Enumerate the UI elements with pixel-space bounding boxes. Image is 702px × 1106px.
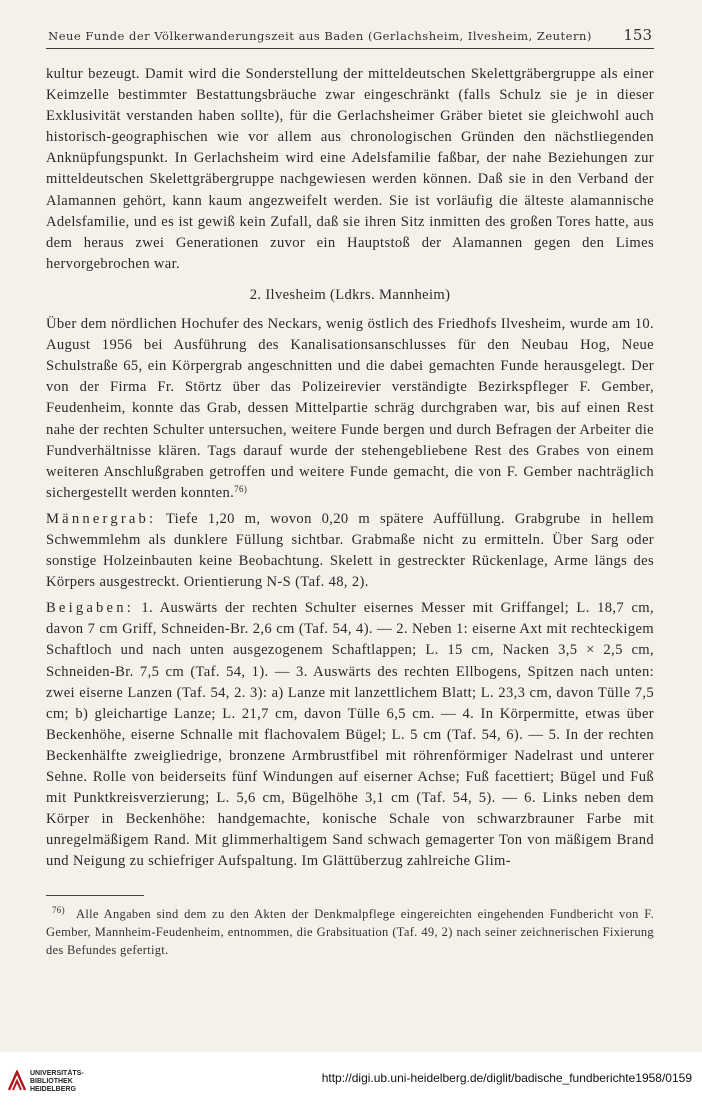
section-heading: 2. Ilvesheim (Ldkrs. Mannheim) [249,286,451,303]
source-url-link[interactable]: http://digi.ub.uni-heidelberg.de/diglit/badische_fundberichte1958/0159 [321,1071,692,1085]
running-title: Neue Funde der Völkerwanderungszeit aus Baden (Gerlachsheim, Ilvesheim, Zeutern) [48,29,592,43]
grave-description: Tiefe 1,20 m, wovon 0,20 m spätere Auffüllung. Grabgrube in hellem Schwemmlehm als dunklere Füllung sichtbar. Grabmaße nicht zu ermitteln. Über Sarg oder sonstige Holzeinbauten keine Beobachtung. Skelett in gestreckter Rückenlage, Arme längs des Körpers ausgestreckt. Orientierung N-S (Taf. 48, 2). [46,510,654,591]
paragraph-grave-goods [46,598,654,872]
library-name: UNIVERSITÄTS- BIBLIOTHEK HEIDELBERG [30,1070,84,1093]
footnote-reference[interactable]: 76) [234,483,248,494]
grave-label: Männergrab: [46,510,157,527]
footnote-text: Alle Angaben sind dem zu den Akten der Denkmalpflege eingereichten eingehenden Fundbericht von F. Gember, Mannheim-Feudenheim, entnommen, die Grabsituation (Taf. 49, 2) nach seiner zeichnerischen Fixierung des Befundes gefertigt. [46,907,654,957]
footnote [46,905,654,959]
grave-goods-description: 1. Auswärts der rechten Schulter eisernes Messer mit Griffangel; L. 18,7 cm, davon 7 cm Griff, Schneiden-Br. 2,6 cm (Taf. 54, 4). — 2. Neben 1: eiserne Axt mit rechteckigem Schaftloch und nach unten ausgezogenem Schaftlappen; L. 15 cm, Nacken 3,5 × 2,5 cm, Schneiden-Br. 7,5 cm (Taf. 54, 1). — 3. Auswärts des rechten Ellbogens, Spitzen nach unten: zwei eiserne Lanzen (Taf. 54, 2. 3): a) Lanze mit lanzettlichem Blatt; L. 23,3 cm, davon Tülle 7,5 cm; b) gleichartige Lanze; L. 21,7 cm, davon Tülle 6,5 cm. — 4. In Körpermitte, etwas über Beckenhöhe, eiserne Schnalle mit flachovalem Bügel; L. 5 cm (Taf. 54, 6). — 5. In der rechten Beckenhälfte zweigliedrige, bronzene Armbrustfibel mit röhrenförmiger Nadelrast und unterer Sehne. Rolle von beiderseits fünf Windungen auf eiserner Achse; Fuß facettiert; Bügel und Fuß mit Punktkreisverzierung; L. 5,6 cm, Bügelhöhe 3,1 cm (Taf. 54, 5). — 6. Links neben dem Körper in Beckenhöhe: handgemachte, konische Schale von schwarzbrauner Farbe mit unregelmäßigem Rand. Mit glimmerhaltigem Sand schwach gemagerter Ton von mäßigem Brand und Neigung zu schiefriger Aufspaltung. Im Glättüberzug zahlreiche Glim- [46,600,654,870]
page-header [46,26,654,49]
library-logo[interactable] [8,1068,84,1098]
paragraph-discovery [46,314,654,504]
footnote-mark: 76) [52,905,65,915]
paragraph-grave [46,509,654,593]
digitization-footer [0,1052,702,1106]
paragraph-continuation: kultur bezeugt. Damit wird die Sonderstellung der mitteldeutschen Skelettgräbergruppe als einer Keimzelle bestimmter Bestattungsbräuche zwar eingeschränkt (falls Schulz sie je in dieser Exklusivität verstanden haben sollte), für die Gerlachsheimer Gräber bietet sie gleichwohl auch historisch-geographischen wie vor allem aus chronologischen Gründen den nächstliegenden Anknüpfungspunkt. In Gerlachsheim wird eine Adelsfamilie faßbar, der nahe Beziehungen zur mitteldeutschen Skelettgräbergruppe nachgewiesen werden können. Daß sie in den Verband der Alamannen gehört, kann kaum angezweifelt werden. Sie ist vorläufig die älteste alamannische Adelsfamilie, und es ist gewiß kein Zufall, daß sie ihren Sitz inmitten des großen Tores hatte, aus dem heraus zwei Generationen zuvor ein Hauptstoß der Alamannen gegen den Limes hervorgebrochen war. [46,66,654,272]
page-body [46,64,654,872]
paragraph-discovery-text: Über dem nördlichen Hochufer des Neckars, wenig östlich des Friedhofs Ilvesheim, wurde am 10. August 1956 bei Ausführung des Kanalisationsanschlusses für den Neubau Hog, Neue Schulstraße 65, ein Körpergrab angeschnitten und die dabei gemachten Funde herausgelegt. Der von der Firma Fr. Störtz über das Polizeirevier verständigte Bezirkspfleger F. Gember, Feudenheim, konnte das Grab, dessen Mittelpartie schräg durchgraben war, bis auf einen Rest nahe der rechten Schulter untersuchen, weitere Funde bergen und durch Befragen der Arbeiter die Fundverhältnisse klären. Tags darauf wurde der stehengebliebene Rest des Grabes von einem weiteren Anschlußgraben getroffen und weitere Funde gemacht, die von F. Gember nachträglich sichergestellt werden konnten. [46,316,654,501]
page-number: 153 [623,26,652,44]
library-logo-icon [8,1070,26,1092]
footnote-divider [46,895,144,896]
grave-goods-label: Beigaben: [46,600,134,617]
